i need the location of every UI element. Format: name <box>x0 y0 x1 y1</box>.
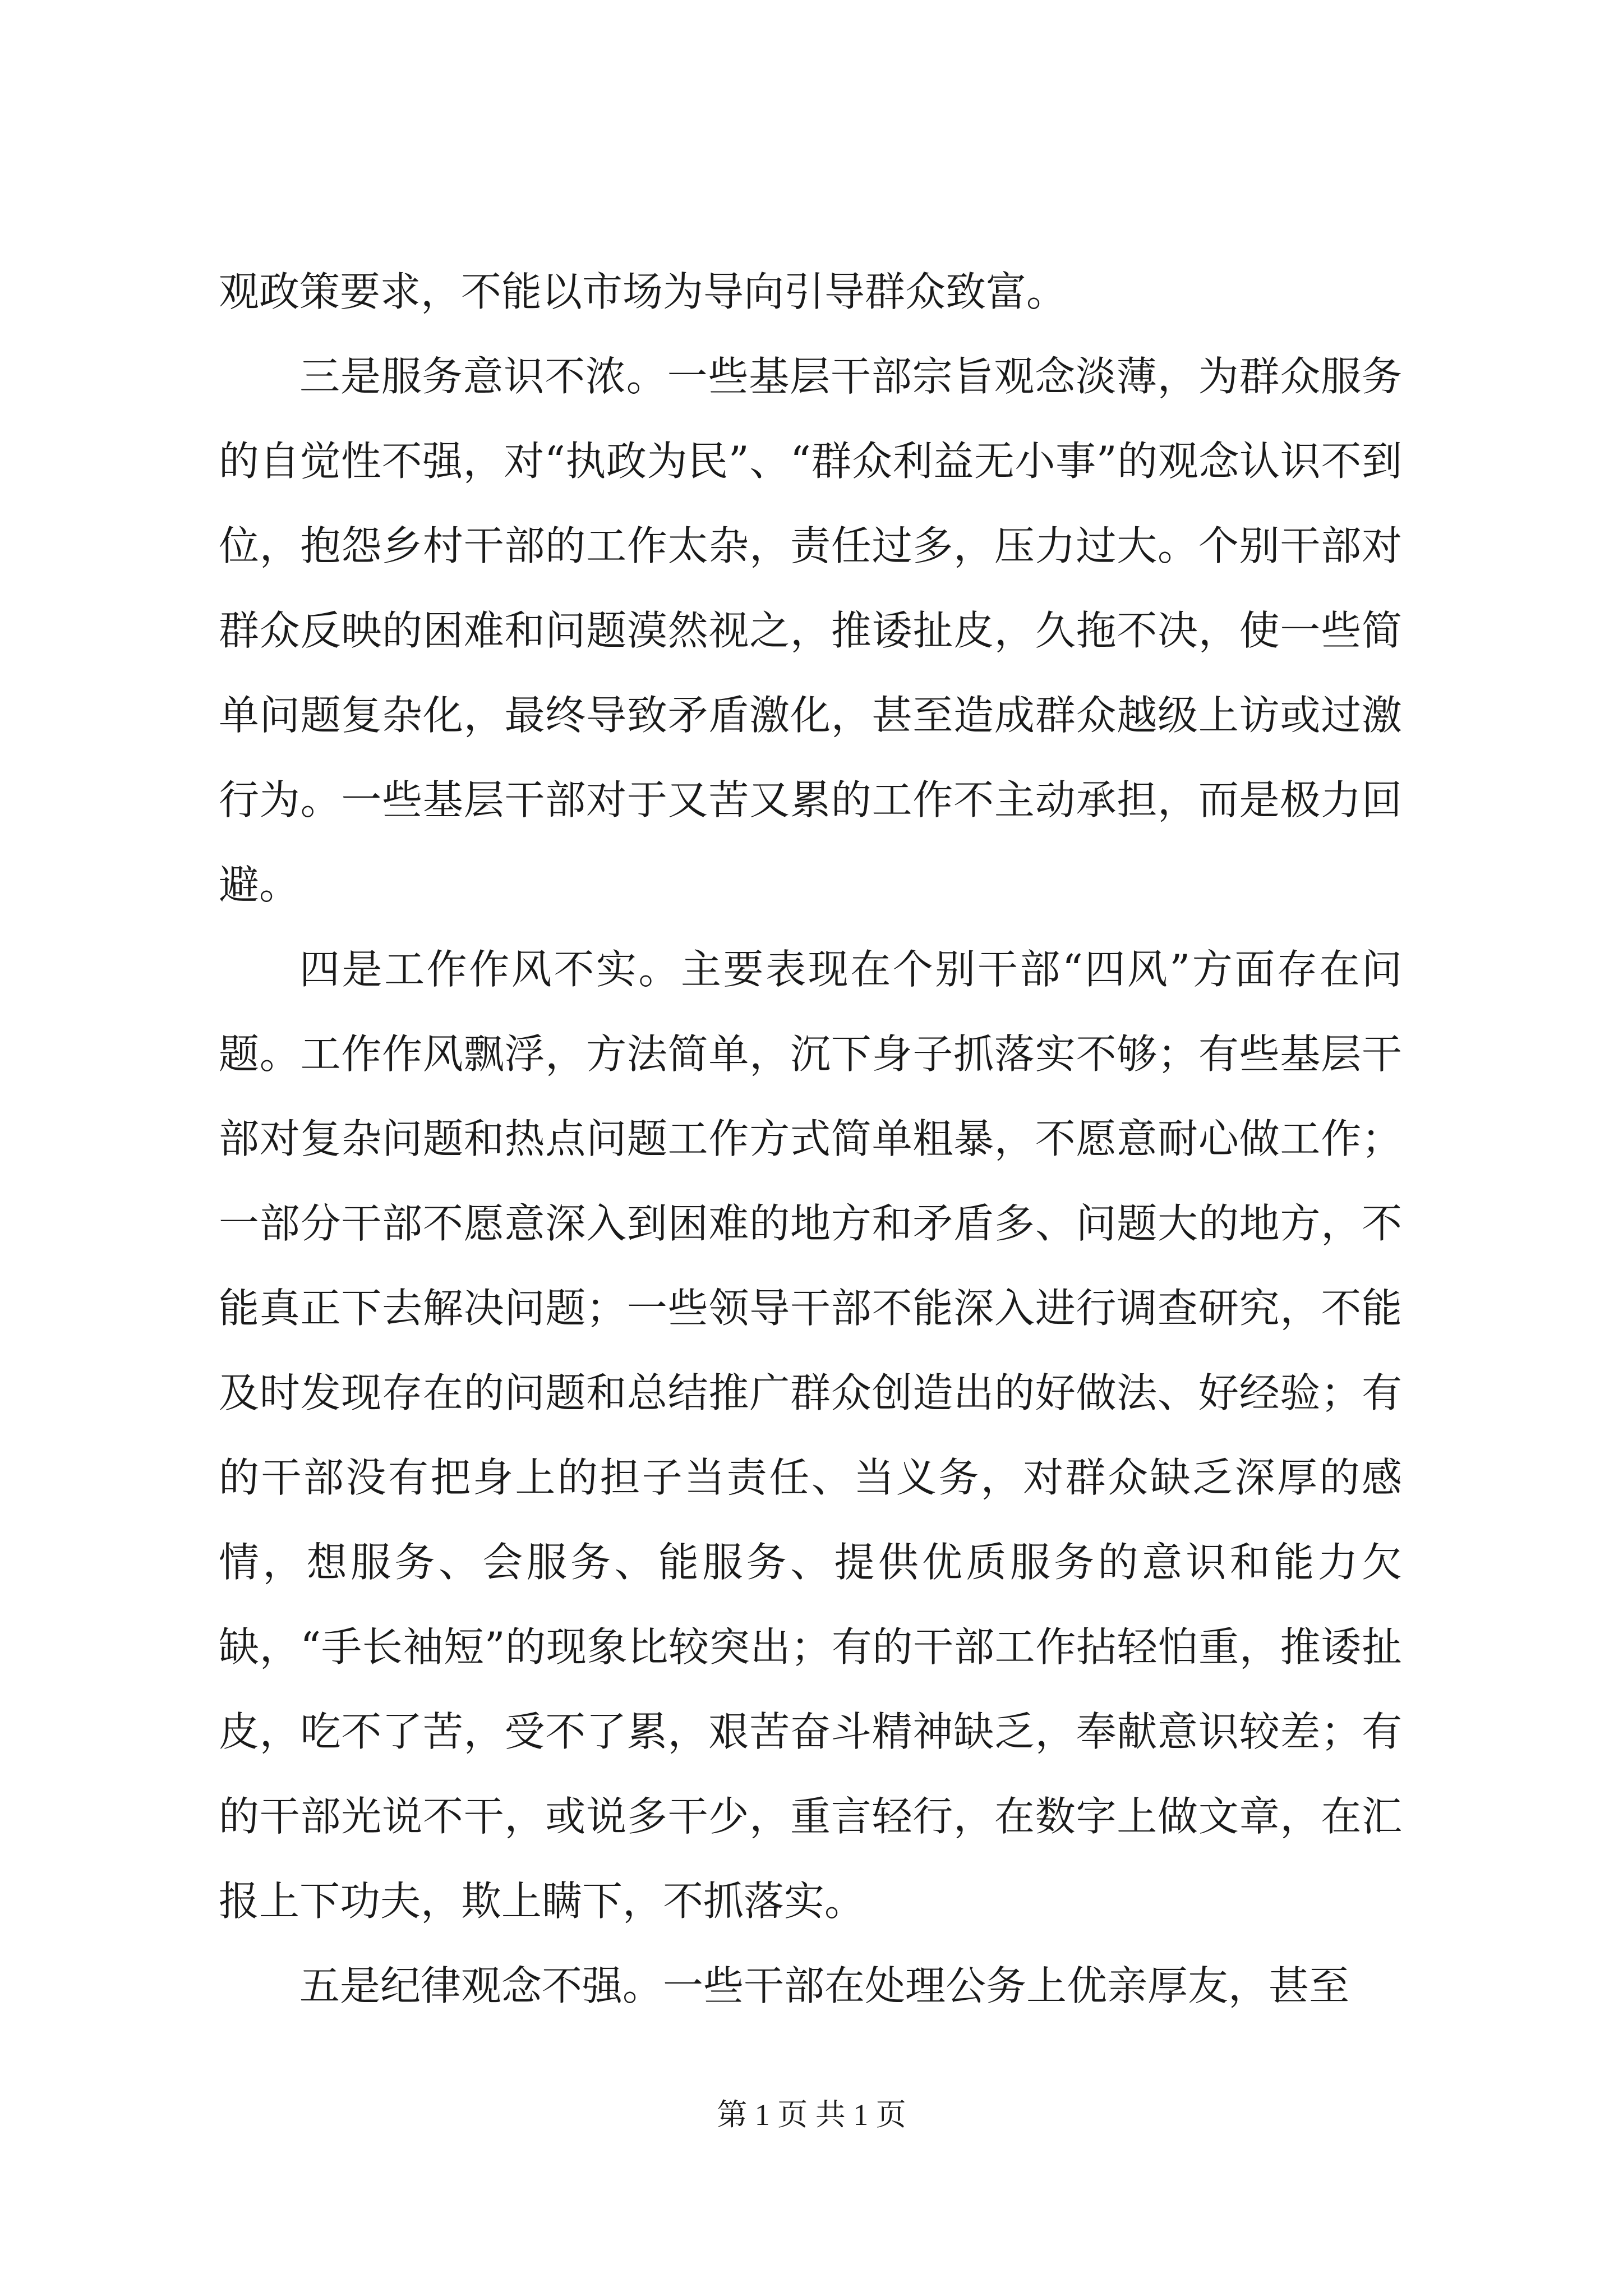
paragraph-work-style: 四是工作作风不实。主要表现在个别干部“四风”方面存在问题。工作作风飘浮，方法简单，沉下身子抓落实不够；有些基层干部对复杂问题和热点问题工作方式简单粗暴，不愿意耐心做工作；一部分干部不愿意深入到困难的地方和矛盾多、问题大的地方，不能真正下去解决问题；一些领导干部不能深入进行调查研究，不能及时发现存在的问题和总结推广群众创造出的好做法、好经验；有的干部没有把身上的担子当责任、当义务，对群众缺乏深厚的感情，想服务、会服务、能服务、提供优质服务的意识和能力欠缺，“手长袖短”的现象比较突出；有的干部工作拈轻怕重，推诿扯皮，吃不了苦，受不了累，艰苦奋斗精神缺乏，奉献意识较差；有的干部光说不干，或说多干少，重言轻行，在数字上做文章，在汇报上下功夫，欺上瞒下，不抓落实。 <box>219 946 1402 1925</box>
paragraph-service-awareness: 三是服务意识不浓。一些基层干部宗旨观念淡薄，为群众服务的自觉性不强，对“执政为民”、“群众利益无小事”的观念认识不到位，抱怨乡村干部的工作太杂，责任过多，压力过大。个别干部对群众反映的困难和问题漠然视之，推诿扯皮，久拖不决，使一些简单问题复杂化，最终导致矛盾激化，甚至造成群众越级上访或过激行为。一些基层干部对于又苦又累的工作不主动承担，而是极力回避。 <box>219 353 1402 908</box>
document-body <box>219 250 1402 2028</box>
paragraph-discipline: 五是纪律观念不强。一些干部在处理公务上优亲厚友，甚至 <box>299 1962 1350 2009</box>
page-footer: 第 1 页 共 1 页 <box>717 2098 906 2132</box>
paragraph-continuation: 观政策要求，不能以市场为导向引导群众致富。 <box>219 268 1067 315</box>
